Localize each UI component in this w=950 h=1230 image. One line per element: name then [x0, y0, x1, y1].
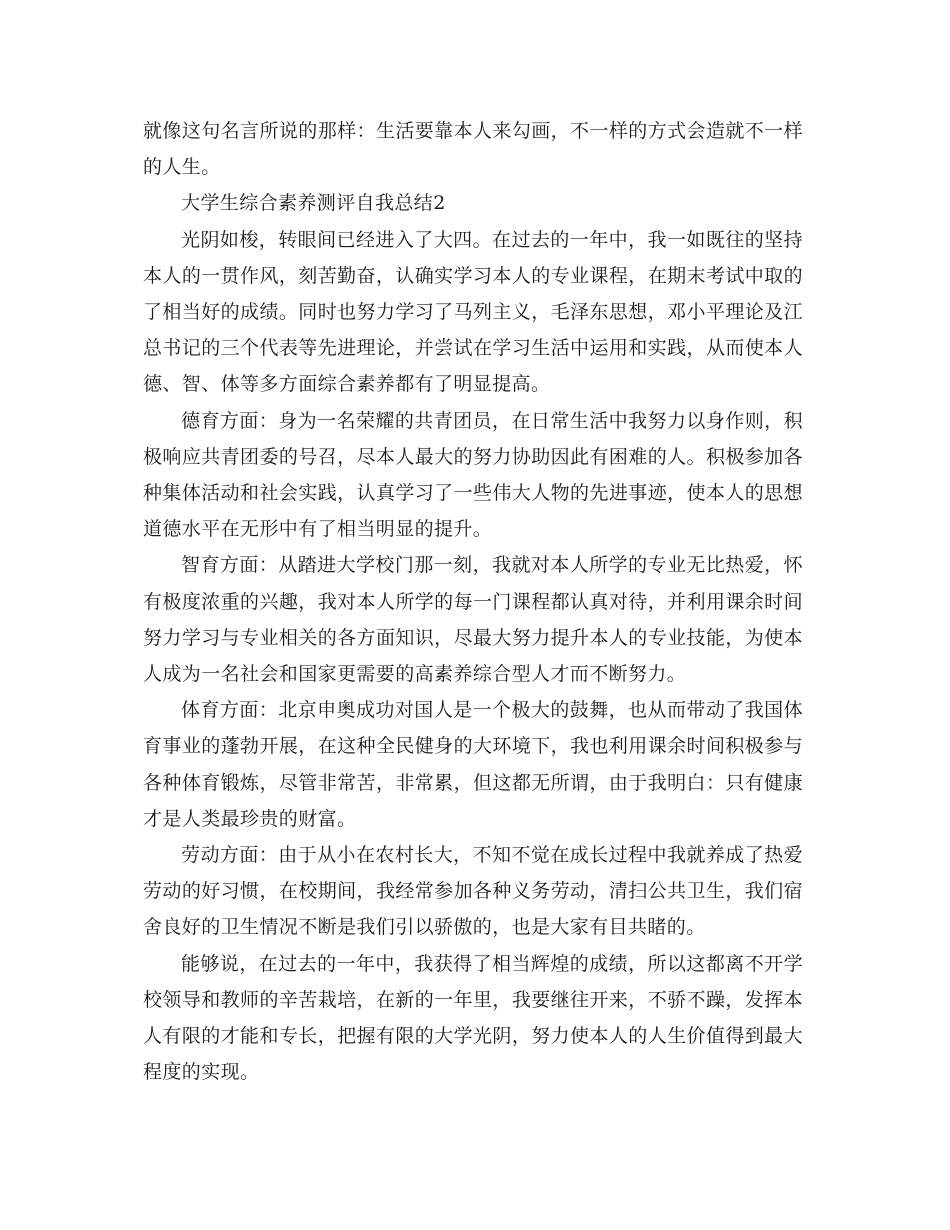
paragraph-labor: 劳动方面：由于从小在农村长大，不知不觉在成长过程中我就养成了热爱劳动的好习惯，在校期间，我经常参加各种义务劳动，清扫公共卫生，我们宿舍良好的卫生情况不断是我们引以骄傲的，也是大家有目共睹的。 — [143, 844, 803, 939]
paragraph-intellectual: 智育方面：从踏进大学校门那一刻，我就对本人所学的专业无比热爱，怀有极度浓重的兴趣，我对本人所学的每一门课程都认真对待，并利用课余时间努力学习与专业相关的各方面知识，尽最大努力提升本人的专业技能，为使本人成为一名社会和国家更需要的高素养综合型人才而不断努力。 — [143, 554, 803, 686]
paragraph-intro: 光阴如梭，转眼间已经进入了大四。在过去的一年中，我一如既往的坚持本人的一贯作风，刻苦勤奋，认确实学习本人的专业课程，在期末考试中取的了相当好的成绩。同时也努力学习了马列主义，毛泽东思想，邓小平理论及江总书记的三个代表等先进理论，并尝试在学习生活中运用和实践，从而使本人德、智、体等多方面综合素养都有了明显提高。 — [143, 228, 803, 396]
paragraph-continued: 就像这句名言所说的那样：生活要靠本人来勾画，不一样的方式会造就不一样的人生。 — [143, 120, 803, 179]
paragraph-moral: 德育方面：身为一名荣耀的共青团员，在日常生活中我努力以身作则，积极响应共青团委的号召，尽本人最大的努力协助因此有困难的人。积极参加各种集体活动和社会实践，认真学习了一些伟大人物的先进事迹，使本人的思想道德水平在无形中有了相当明显的提升。 — [143, 409, 803, 541]
document-body — [143, 113, 803, 1090]
paragraph-conclusion: 能够说，在过去的一年中，我获得了相当辉煌的成绩，所以这都离不开学校领导和教师的辛苦栽培，在新的一年里，我要继往开来，不骄不躁，发挥本人有限的才能和专长，把握有限的大学光阴，努力使本人的人生价值得到最大程度的实现。 — [143, 952, 803, 1084]
paragraph-physical: 体育方面：北京申奥成功对国人是一个极大的鼓舞，也从而带动了我国体育事业的蓬勃开展，在这种全民健身的大环境下，我也利用课余时间积极参与各种体育锻炼，尽管非常苦，非常累，但这都无所谓，由于我明白：只有健康才是人类最珍贵的财富。 — [143, 699, 803, 830]
section-heading: 大学生综合素养测评自我总结2 — [181, 192, 446, 215]
